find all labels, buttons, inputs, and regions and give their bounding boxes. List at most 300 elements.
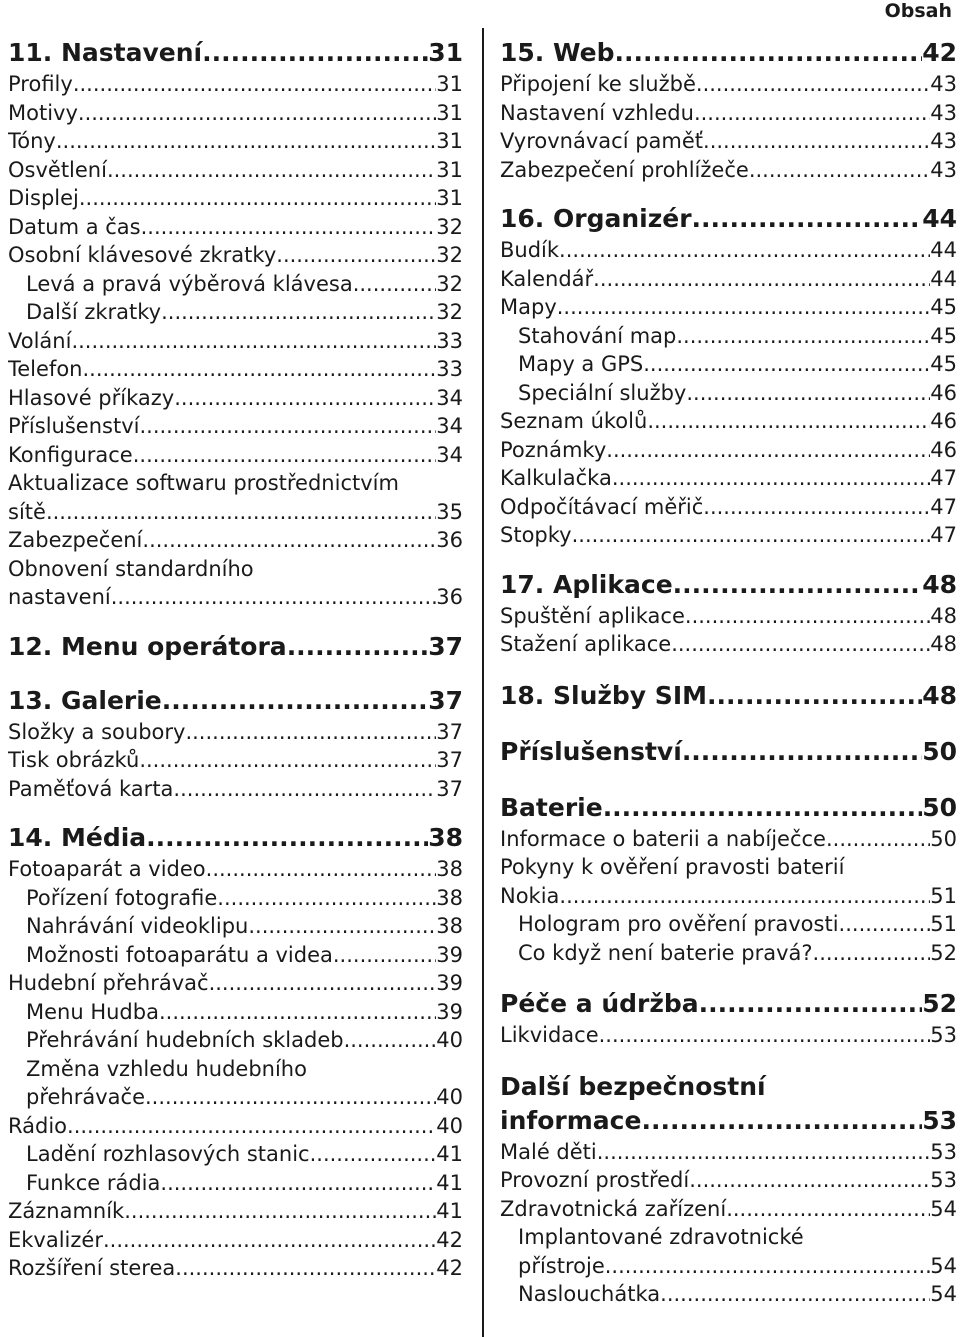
toc-entry[interactable] <box>500 1021 957 1050</box>
toc-entry[interactable] <box>500 265 957 294</box>
toc-page-number: 47 <box>930 494 957 519</box>
toc-chapter-heading[interactable] <box>500 1104 957 1138</box>
toc-entry[interactable] <box>500 236 957 265</box>
toc-entry[interactable] <box>8 969 463 998</box>
toc-entry-title: Příslušenství <box>8 414 140 438</box>
toc-entry[interactable] <box>500 99 957 128</box>
toc-entry-title: Vyrovnávací paměť <box>500 129 704 153</box>
toc-entry-title: Zdravotnická zařízení <box>500 1196 727 1221</box>
toc-entry[interactable] <box>500 493 957 522</box>
toc-page-number: 31 <box>436 129 463 153</box>
toc-entry-title: 18. Služby SIM <box>500 680 707 710</box>
toc-entry-title: Stopky <box>500 523 572 547</box>
toc-entry[interactable] <box>8 583 463 612</box>
toc-page-number: 50 <box>922 792 957 822</box>
toc-entry-title: 16. Organizér <box>500 204 692 233</box>
toc-page-number: 38 <box>436 885 463 910</box>
toc-entry-title: Osvětlení <box>8 157 107 182</box>
dot-leader <box>185 718 436 747</box>
toc-entry-title: Pokyny k ověření pravosti baterií <box>500 855 845 879</box>
column-divider <box>482 28 484 1337</box>
toc-chapter-heading[interactable] <box>500 1070 957 1104</box>
toc-entry-title: Seznam úkolů <box>500 409 648 433</box>
toc-entry[interactable] <box>8 775 463 804</box>
toc-entry[interactable] <box>500 602 957 631</box>
dot-leader <box>597 1138 931 1167</box>
toc-page-number: 53 <box>930 1168 957 1192</box>
toc-entry-title: informace <box>500 1105 642 1135</box>
dot-leader <box>641 1104 922 1138</box>
toc-page-number: 54 <box>930 1196 957 1221</box>
toc-page-number: 33 <box>436 357 463 381</box>
toc-entry[interactable] <box>8 270 463 299</box>
toc-entry-title: Funkce rádia <box>26 1170 161 1195</box>
toc-entry-title: Pořízení fotografie <box>26 885 218 910</box>
toc-page-number: 33 <box>436 328 463 353</box>
toc-entry[interactable] <box>8 746 463 775</box>
section-gap <box>500 1050 957 1070</box>
toc-entry-title: Informace o baterii a nabíječce <box>500 826 826 851</box>
toc-page-number: 48 <box>922 680 957 710</box>
toc-page-number: 39 <box>436 971 463 995</box>
toc-entry-title: Záznamník <box>8 1199 125 1223</box>
dot-leader <box>174 384 436 413</box>
dot-leader <box>689 1166 930 1195</box>
dot-leader <box>749 156 930 185</box>
toc-entry[interactable] <box>8 412 463 441</box>
dot-leader <box>209 969 437 998</box>
toc-entry-title: Profily <box>8 72 73 96</box>
toc-entry-title: 12. Menu operátora <box>8 631 287 661</box>
dot-leader <box>605 1252 931 1281</box>
dot-leader <box>707 679 922 713</box>
toc-entry[interactable] <box>500 1280 957 1309</box>
toc-entry[interactable] <box>8 298 463 327</box>
toc-page-number: 48 <box>922 569 957 599</box>
toc-page-number: 45 <box>930 295 957 319</box>
toc-page-number: 42 <box>436 1256 463 1280</box>
toc-chapter-heading[interactable] <box>500 568 957 602</box>
dot-leader <box>111 583 437 612</box>
toc-page-number: 54 <box>930 1253 957 1278</box>
toc-page-number: 36 <box>436 528 463 552</box>
dot-leader <box>73 70 436 99</box>
dot-leader <box>103 1226 436 1255</box>
dot-leader <box>559 236 930 265</box>
toc-entry[interactable] <box>8 327 463 356</box>
toc-entry-title: Fotoaparát a video <box>8 857 206 881</box>
toc-entry-title: Poznámky <box>500 437 607 462</box>
toc-entry-title: Spuštění aplikace <box>500 603 685 628</box>
toc-entry-title: Přehrávání hudebních skladeb <box>26 1028 344 1052</box>
toc-entry-title: Malé děti <box>500 1139 597 1164</box>
toc-page-number: 46 <box>930 380 957 405</box>
toc-entry[interactable] <box>500 1138 957 1167</box>
toc-entry-title: Levá a pravá výběrová klávesa <box>26 271 353 296</box>
toc-page-number: 38 <box>436 914 463 938</box>
toc-entry-title: Motivy <box>8 100 78 125</box>
toc-page-number: 38 <box>428 823 463 852</box>
dot-leader <box>353 270 437 299</box>
toc-page-number: 44 <box>930 266 957 291</box>
toc-entry-title: Mapy a GPS <box>518 352 644 376</box>
toc-entry-title: Odpočítávací měřič <box>500 494 704 519</box>
toc-entry[interactable] <box>500 293 957 322</box>
toc-entry[interactable] <box>500 521 957 550</box>
dot-leader <box>615 36 923 70</box>
toc-entry-title: Menu Hudba <box>26 999 159 1024</box>
dot-leader <box>310 1140 437 1169</box>
toc-page-number: 40 <box>436 1028 463 1052</box>
toc-entry-title: Stahování map <box>518 323 677 348</box>
dot-leader <box>161 298 436 327</box>
dot-leader <box>647 407 930 436</box>
dot-leader <box>699 987 923 1021</box>
toc-entry[interactable] <box>8 855 463 884</box>
toc-entry[interactable] <box>8 912 463 941</box>
dot-leader <box>686 379 930 408</box>
toc-page-number: 37 <box>436 748 463 772</box>
toc-entry-title: Změna vzhledu hudebního <box>26 1056 307 1081</box>
toc-page-number: 31 <box>436 72 463 96</box>
dot-leader <box>159 998 436 1027</box>
dot-leader <box>682 735 922 769</box>
dot-leader <box>676 322 930 351</box>
toc-entry-title: Displej <box>8 186 79 210</box>
dot-leader <box>344 1026 437 1055</box>
toc-entry-title: Zabezpečení <box>8 528 143 552</box>
toc-entry-title: 15. Web <box>500 38 615 67</box>
toc-entry-title: Obnovení standardního <box>8 556 254 581</box>
toc-page-number: 37 <box>428 631 463 661</box>
dot-leader <box>726 1195 930 1224</box>
toc-page-number: 43 <box>930 72 957 96</box>
toc-entry[interactable] <box>8 555 463 584</box>
toc-entry[interactable] <box>8 1083 463 1112</box>
dot-leader <box>202 36 428 70</box>
dot-leader <box>572 521 931 550</box>
toc-entry[interactable] <box>8 526 463 555</box>
dot-leader <box>142 526 436 555</box>
dot-leader <box>612 464 930 493</box>
toc-page-number: 31 <box>436 186 463 210</box>
toc-page-number: 32 <box>436 300 463 324</box>
toc-page-number: 45 <box>930 323 957 348</box>
toc-entry-title: Paměťová karta <box>8 776 174 801</box>
toc-entry[interactable] <box>8 156 463 185</box>
toc-page-number: 32 <box>436 243 463 267</box>
toc-page-number: 47 <box>930 466 957 490</box>
toc-entry[interactable] <box>500 350 957 379</box>
toc-page-number: 50 <box>922 736 957 766</box>
dot-leader <box>248 912 436 941</box>
toc-entry-title: Nastavení vzhledu <box>500 100 694 125</box>
dot-leader <box>599 1021 931 1050</box>
toc-entry-title: Implantované zdravotnické <box>518 1225 804 1249</box>
toc-entry[interactable] <box>500 127 957 156</box>
toc-page-number: 32 <box>436 214 463 239</box>
toc-page-number: 52 <box>922 989 957 1018</box>
toc-page-number: 48 <box>930 603 957 628</box>
toc-entry[interactable] <box>500 322 957 351</box>
toc-entry[interactable] <box>500 853 957 882</box>
toc-entry-title: Další zkratky <box>26 300 162 324</box>
toc-page-number: 50 <box>930 826 957 851</box>
toc-page-number: 42 <box>922 38 957 67</box>
toc-entry[interactable] <box>8 70 463 99</box>
dot-leader <box>671 630 930 659</box>
dot-leader <box>603 791 923 825</box>
dot-leader <box>692 202 923 236</box>
toc-entry-title: Naslouchátka <box>518 1282 661 1306</box>
toc-entry[interactable] <box>500 1252 957 1281</box>
toc-entry-title: nastavení <box>8 585 111 609</box>
toc-page-number: 52 <box>930 940 957 965</box>
toc-entry[interactable] <box>500 407 957 436</box>
dot-leader <box>71 327 436 356</box>
toc-page-number: 54 <box>930 1282 957 1306</box>
toc-entry-title: 11. Nastavení <box>8 38 203 67</box>
toc-entry-title: Datum a čas <box>8 214 141 239</box>
toc-page-number: 34 <box>436 442 463 467</box>
toc-entry-title: 14. Média <box>8 823 147 852</box>
toc-page-number: 39 <box>436 942 463 967</box>
section-gap <box>500 713 957 735</box>
toc-entry[interactable] <box>500 825 957 854</box>
toc-entry[interactable] <box>8 1112 463 1141</box>
toc-entry-title: Budík <box>500 238 560 262</box>
dot-leader <box>826 825 930 854</box>
toc-entry-title: Baterie <box>500 792 603 822</box>
toc-entry-title: 17. Aplikace <box>500 569 673 599</box>
toc-page-number: 44 <box>930 238 957 262</box>
section-gap <box>500 550 957 568</box>
toc-page-number: 43 <box>930 129 957 153</box>
toc-entry-title: Konfigurace <box>8 442 133 467</box>
toc-chapter-heading[interactable] <box>8 684 463 718</box>
toc-entry[interactable] <box>500 939 957 968</box>
toc-entry-title: Provozní prostředí <box>500 1168 690 1192</box>
dot-leader <box>593 265 930 294</box>
toc-entry[interactable] <box>8 1254 463 1283</box>
toc-entry[interactable] <box>500 70 957 99</box>
toc-entry[interactable] <box>500 910 957 939</box>
dot-leader <box>124 1197 436 1226</box>
toc-page-number: 39 <box>436 999 463 1024</box>
toc-chapter-heading[interactable] <box>500 202 957 236</box>
toc-entry[interactable] <box>8 1026 463 1055</box>
toc-entry[interactable] <box>8 127 463 156</box>
dot-leader <box>217 884 436 913</box>
toc-entry[interactable] <box>500 1166 957 1195</box>
dot-leader <box>606 436 930 465</box>
toc-entry-title: Rozšíření sterea <box>8 1256 176 1280</box>
section-gap <box>8 664 463 684</box>
toc-entry-title: Hlasové příkazy <box>8 385 175 410</box>
toc-entry[interactable] <box>500 1223 957 1252</box>
toc-entry-title: Osobní klávesové zkratky <box>8 243 277 267</box>
toc-entry[interactable] <box>8 1169 463 1198</box>
toc-page-number: 43 <box>930 100 957 125</box>
dot-leader <box>685 602 930 631</box>
dot-leader <box>333 941 436 970</box>
section-gap <box>500 659 957 679</box>
dot-leader <box>287 630 429 664</box>
dot-leader <box>839 910 931 939</box>
dot-leader <box>673 568 923 602</box>
toc-column-left <box>8 36 463 1283</box>
toc-entry-title: Tisk obrázků <box>8 748 140 772</box>
toc-chapter-heading[interactable] <box>500 36 957 70</box>
toc-page-number: 34 <box>436 385 463 410</box>
toc-chapter-heading[interactable] <box>500 791 957 825</box>
dot-leader <box>139 412 436 441</box>
toc-entry-title: Co když není baterie pravá? <box>518 940 813 965</box>
toc-page-number: 40 <box>436 1113 463 1138</box>
toc-chapter-heading[interactable] <box>500 987 957 1021</box>
toc-chapter-heading[interactable] <box>8 630 463 664</box>
toc-page-number: 43 <box>930 157 957 182</box>
toc-page-number: 41 <box>436 1199 463 1223</box>
toc-entry[interactable] <box>8 213 463 242</box>
toc-entry[interactable] <box>8 99 463 128</box>
toc-entry[interactable] <box>500 630 957 659</box>
dot-leader <box>146 821 428 855</box>
toc-column-right <box>500 36 957 1309</box>
toc-entry[interactable] <box>500 464 957 493</box>
dot-leader <box>67 1112 436 1141</box>
toc-entry[interactable] <box>8 998 463 1027</box>
toc-entry-title: Složky a soubory <box>8 719 186 744</box>
toc-page-number: 41 <box>436 1142 463 1166</box>
toc-entry-title: Možnosti fotoaparátu a videa <box>26 942 333 967</box>
dot-leader <box>206 855 437 884</box>
toc-page-number: 40 <box>436 1085 463 1109</box>
section-gap <box>8 803 463 821</box>
toc-entry-title: Rádio <box>8 1113 68 1138</box>
toc-entry[interactable] <box>8 884 463 913</box>
toc-page-number: 44 <box>922 204 957 233</box>
toc-entry[interactable] <box>500 379 957 408</box>
dot-leader <box>79 184 436 213</box>
toc-entry[interactable] <box>500 1195 957 1224</box>
toc-entry[interactable] <box>8 941 463 970</box>
toc-page-number: 36 <box>436 585 463 609</box>
dot-leader <box>139 746 436 775</box>
toc-page-number: 46 <box>930 437 957 462</box>
toc-entry-title: Speciální služby <box>518 380 687 405</box>
toc-chapter-heading[interactable] <box>8 821 463 855</box>
dot-leader <box>696 70 930 99</box>
dot-leader <box>82 355 436 384</box>
toc-entry[interactable] <box>500 436 957 465</box>
section-gap <box>500 967 957 987</box>
toc-entry-title: Kalendář <box>500 266 594 291</box>
toc-page-number: 42 <box>436 1227 463 1252</box>
toc-entry[interactable] <box>8 718 463 747</box>
toc-entry-title: Telefon <box>8 357 83 381</box>
toc-page-number: 41 <box>436 1170 463 1195</box>
toc-page-number: 53 <box>930 1023 957 1047</box>
dot-leader <box>276 241 436 270</box>
toc-entry[interactable] <box>8 241 463 270</box>
toc-page-number: 31 <box>428 38 463 67</box>
toc-page-number: 51 <box>930 883 957 908</box>
toc-page-number: 34 <box>436 414 463 438</box>
toc-entry-title: Zabezpečení prohlížeče <box>500 157 749 182</box>
toc-entry-title: Volání <box>8 328 72 353</box>
dot-leader <box>643 350 930 379</box>
dot-leader <box>162 684 428 718</box>
toc-chapter-heading[interactable] <box>500 679 957 713</box>
toc-entry-title: Nahrávání videoklipu <box>26 914 249 938</box>
toc-entry-title: Nokia <box>500 883 560 908</box>
toc-entry-title: sítě <box>8 499 46 524</box>
toc-chapter-heading[interactable] <box>8 36 463 70</box>
toc-page-number: 37 <box>436 776 463 801</box>
toc-entry-title: 13. Galerie <box>8 685 162 715</box>
dot-leader <box>145 1083 436 1112</box>
toc-entry[interactable] <box>500 156 957 185</box>
toc-page-number: 53 <box>922 1105 957 1135</box>
toc-page-number: 48 <box>930 632 957 656</box>
dot-leader <box>557 293 931 322</box>
dot-leader <box>694 99 930 128</box>
section-gap <box>8 612 463 630</box>
toc-entry-title: Hologram pro ověření pravosti <box>518 912 839 936</box>
toc-page-number: 32 <box>436 271 463 296</box>
toc-entry[interactable] <box>8 1197 463 1226</box>
toc-entry-title: Mapy <box>500 295 557 319</box>
section-gap <box>500 184 957 202</box>
toc-entry-title: Péče a údržba <box>500 989 699 1018</box>
toc-page-number: 35 <box>436 499 463 524</box>
toc-entry[interactable] <box>500 882 957 911</box>
toc-entry[interactable] <box>8 1226 463 1255</box>
dot-leader <box>133 441 437 470</box>
toc-page-number: 53 <box>930 1139 957 1164</box>
toc-chapter-heading[interactable] <box>500 735 957 769</box>
toc-page-number: 37 <box>428 685 463 715</box>
toc-entry-title: Tóny <box>8 129 56 153</box>
toc-entry-title: Další bezpečnostní <box>500 1071 766 1101</box>
toc-entry[interactable] <box>8 1055 463 1084</box>
dot-leader <box>160 1169 436 1198</box>
toc-entry[interactable] <box>8 1140 463 1169</box>
page-header-label: Obsah <box>884 0 952 22</box>
toc-entry-title: Ekvalizér <box>8 1227 103 1252</box>
toc-entry[interactable] <box>8 498 463 527</box>
dot-leader <box>56 127 436 156</box>
toc-entry-title: přístroje <box>518 1253 605 1278</box>
toc-entry[interactable] <box>8 469 463 498</box>
dot-leader <box>78 99 436 128</box>
toc-entry[interactable] <box>8 184 463 213</box>
dot-leader <box>703 127 930 156</box>
toc-entry[interactable] <box>8 441 463 470</box>
toc-entry[interactable] <box>8 355 463 384</box>
dot-leader <box>107 156 436 185</box>
dot-leader <box>141 213 437 242</box>
toc-page-number: 31 <box>436 157 463 182</box>
toc-page-number: 46 <box>930 409 957 433</box>
dot-leader <box>559 882 930 911</box>
toc-entry[interactable] <box>8 384 463 413</box>
toc-entry-title: Kalkulačka <box>500 466 612 490</box>
section-gap <box>500 769 957 791</box>
dot-leader <box>175 1254 436 1283</box>
dot-leader <box>813 939 931 968</box>
